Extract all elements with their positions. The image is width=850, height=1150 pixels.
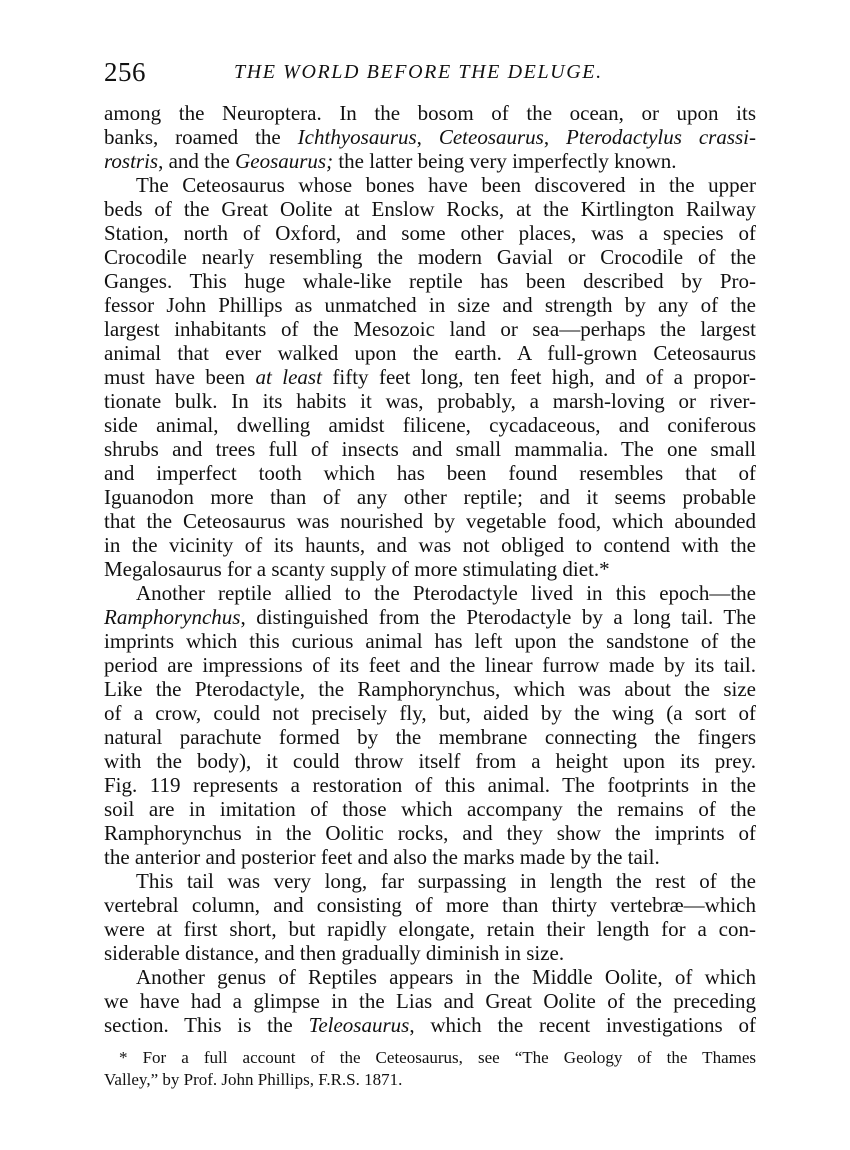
text-line: Ramphorynchus in the Oolitic rocks, and they show the imprints of: [104, 821, 756, 845]
text-line: in the vicinity of its haunts, and was not obliged to contend with the: [104, 533, 756, 557]
running-title: THE WORLD BEFORE THE DELUGE.: [234, 61, 603, 83]
text-line: section. This is the Teleosaurus, which the recent investigations of: [104, 1013, 756, 1037]
paragraph-start-line: This tail was very long, far surpassing in length the rest of the: [136, 869, 756, 893]
text-line: Crocodile nearly resembling the modern Gavial or Crocodile of the: [104, 245, 756, 269]
text-line: of a crow, could not precisely fly, but, aided by the wing (a sort of: [104, 701, 756, 725]
text-line: vertebral column, and consisting of more than thirty vertebræ—which: [104, 893, 756, 917]
text-line: Fig. 119 represents a restoration of this animal. The footprints in the: [104, 773, 756, 797]
text-line: tionate bulk. In its habits it was, probably, a marsh-loving or river-: [104, 389, 756, 413]
text-line: we have had a glimpse in the Lias and Great Oolite of the preceding: [104, 989, 756, 1013]
footnote-line: Valley,” by Prof. John Phillips, F.R.S. 1871.: [104, 1070, 403, 1089]
paragraph-start-line: The Ceteosaurus whose bones have been discovered in the upper: [136, 173, 756, 197]
text-line: imprints which this curious animal has left upon the sandstone of the: [104, 629, 756, 653]
text-line: period are impressions of its feet and the linear furrow made by its tail.: [104, 653, 756, 677]
footnote-line: * For a full account of the Ceteosaurus, see “The Geology of the Thames: [119, 1048, 756, 1067]
text-line: Like the Pterodactyle, the Ramphorynchus, which was about the size: [104, 677, 756, 701]
text-line: with the body), it could throw itself from a height upon its prey.: [104, 749, 756, 773]
text-line: must have been at least fifty feet long, ten feet high, and of a propor-: [104, 365, 756, 389]
paragraph-start-line: Another reptile allied to the Pterodactyle lived in this epoch—the: [136, 581, 756, 605]
paragraph-start-line: Another genus of Reptiles appears in the Middle Oolite, of which: [136, 965, 756, 989]
text-line: banks, roamed the Ichthyosaurus, Ceteosaurus, Pterodactylus crassi-: [104, 125, 757, 149]
text-line: animal that ever walked upon the earth. A full-grown Ceteosaurus: [104, 341, 756, 365]
text-line: Ramphorynchus, distinguished from the Pterodactyle by a long tail. The: [104, 605, 756, 629]
text-line: rostris, and the Geosaurus; the latter being very imperfectly known.: [104, 149, 677, 173]
text-line: side animal, dwelling amidst filicene, cycadaceous, and coniferous: [104, 413, 756, 437]
text-line: soil are in imitation of those which accompany the remains of the: [104, 797, 756, 821]
text-line: siderable distance, and then gradually diminish in size.: [104, 941, 565, 965]
text-line: were at first short, but rapidly elongate, retain their length for a con-: [104, 917, 756, 941]
footnote: [104, 1047, 756, 1091]
text-line: Megalosaurus for a scanty supply of more stimulating diet.*: [104, 557, 610, 581]
text-line: natural parachute formed by the membrane connecting the fingers: [104, 725, 756, 749]
text-line: and imperfect tooth which has been found resembles that of: [104, 461, 756, 485]
text-line: the anterior and posterior feet and also the marks made by the tail.: [104, 845, 660, 869]
text-line: Iguanodon more than of any other reptile; and it seems probable: [104, 485, 756, 509]
running-head: [104, 55, 756, 89]
text-line: among the Neuroptera. In the bosom of the ocean, or upon its: [104, 101, 756, 125]
text-line: fessor John Phillips as unmatched in size and strength by any of the: [104, 293, 756, 317]
text-line: Station, north of Oxford, and some other places, was a species of: [104, 221, 756, 245]
text-line: Ganges. This huge whale-like reptile has been described by Pro-: [104, 269, 756, 293]
text-line: shrubs and trees full of insects and small mammalia. The one small: [104, 437, 756, 461]
text-line: that the Ceteosaurus was nourished by vegetable food, which abounded: [104, 509, 756, 533]
body-text: [104, 101, 756, 1037]
page-number: 256: [104, 57, 146, 87]
text-line: largest inhabitants of the Mesozoic land or sea—perhaps the largest: [104, 317, 756, 341]
text-line: beds of the Great Oolite at Enslow Rocks, at the Kirtlington Railway: [104, 197, 756, 221]
